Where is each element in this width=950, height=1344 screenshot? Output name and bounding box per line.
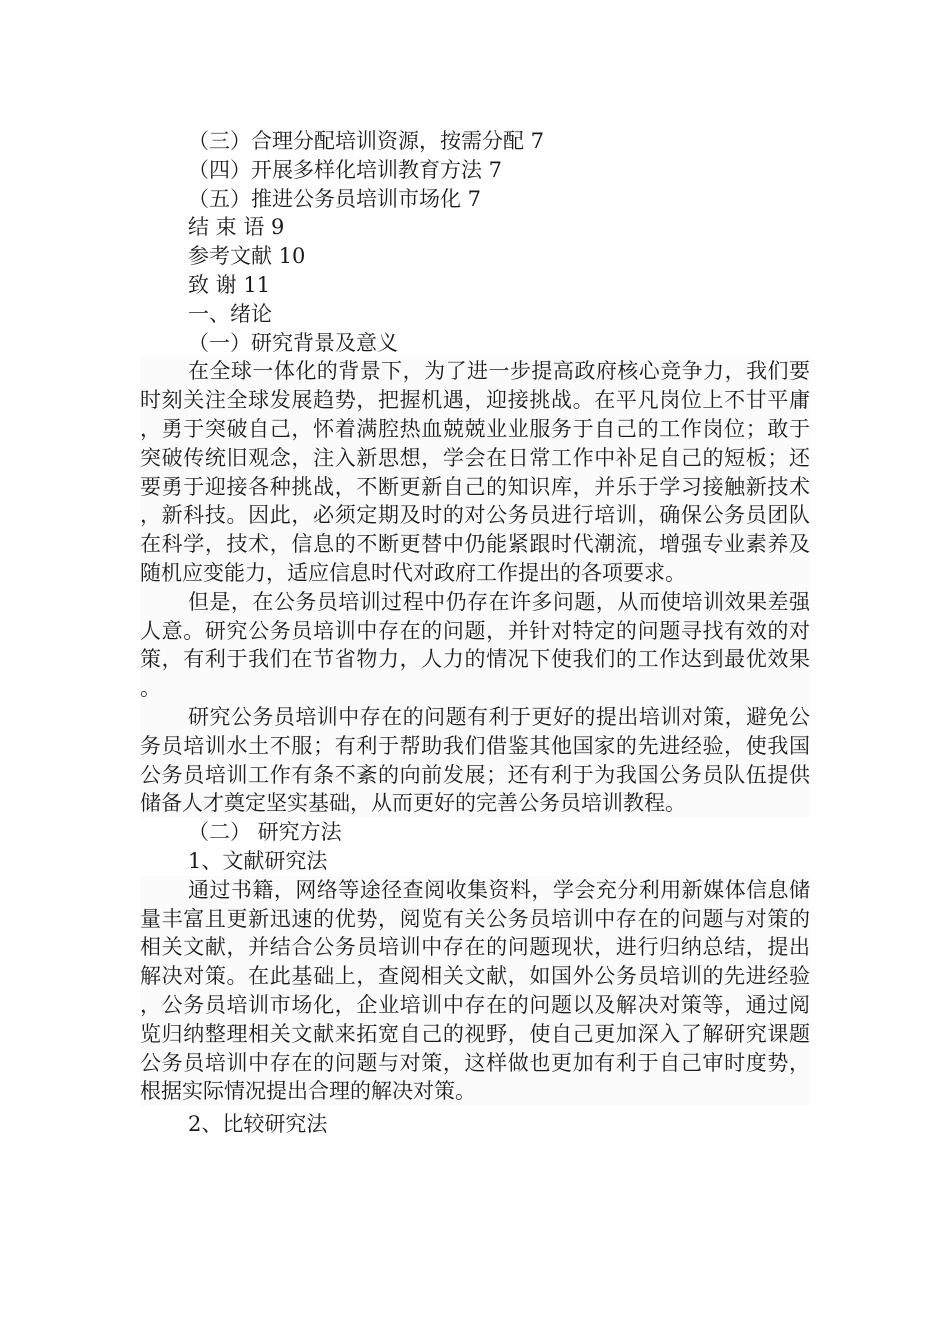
body-paragraph: 通过书籍，网络等途径查阅收集资料，学会充分利用新媒体信息储量丰富且更新迅速的优势，阅览有关公务员培训中存在的问题与对策的相关文献，并结合公务员培训中存在的问题现状，进行归纳总结，提出解决对策。在此基础上，查阅相关文献，如国外公务员培训的先进经验，公务员培训市场化，企业培训中存在的问题以及解决对策等，通过阅览归纳整理相关文献来拓宽自己的视野，使自己更加深入了解研究课题公务员培训中存在的问题与对策，这样做也更加有利于自己审时度势，根据实际情况提出合理的解决对策。	[140, 876, 810, 1106]
body-paragraph: 在全球一体化的背景下，为了进一步提高政府核心竞争力，我们要时刻关注全球发展趋势，把握机遇，迎接挑战。在平凡岗位上不甘平庸，勇于突破自己，怀着满腔热血兢兢业业服务于自己的工作岗位；敢于突破传统旧观念，注入新思想，学会在日常工作中补足自己的短板；还要勇于迎接各种挑战，不断更新自己的知识库，并乐于学习接触新技术，新科技。因此，必须定期及时的对公务员进行培训，确保公务员团队在科学，技术，信息的不断更替中仍能紧跟时代潮流，增强专业素养及随机应变能力，适应信息时代对政府工作提出的各项要求。	[140, 357, 810, 587]
document-body	[140, 127, 810, 1139]
subsection-heading: （一）研究背景及意义	[188, 330, 398, 355]
section-heading: 一、绪论	[188, 301, 272, 326]
method-heading: 1、文献研究法	[188, 848, 328, 873]
toc-entry: 致 谢 11	[188, 272, 271, 297]
toc-entry: （四）开展多样化培训教育方法 7	[188, 157, 503, 182]
toc-entry: 参考文献 10	[188, 244, 306, 269]
toc-entry: （五）推进公务员培训市场化 7	[188, 186, 482, 211]
toc-entry: （三）合理分配培训资源，按需分配 7	[188, 129, 545, 153]
toc-entry: 结 束 语 9	[188, 215, 285, 240]
body-paragraph: 研究公务员培训中存在的问题有利于更好的提出培训对策，避免公务员培训水土不服；有利于帮助我们借鉴其他国家的先进经验，使我国公务员培训工作有条不紊的向前发展；还有利于为我国公务员队伍提供储备人才奠定坚实基础，从而更好的完善公务员培训教程。	[140, 703, 810, 818]
body-paragraph: 但是，在公务员培训过程中仍存在许多问题，从而使培训效果差强人意。研究公务员培训中存在的问题，并针对特定的问题寻找有效的对策，有利于我们在节省物力，人力的情况下使我们的工作达到最优效果。	[140, 588, 810, 703]
subsection-heading: （二） 研究方法	[188, 820, 342, 845]
method-heading: 2、比较研究法	[188, 1112, 328, 1137]
